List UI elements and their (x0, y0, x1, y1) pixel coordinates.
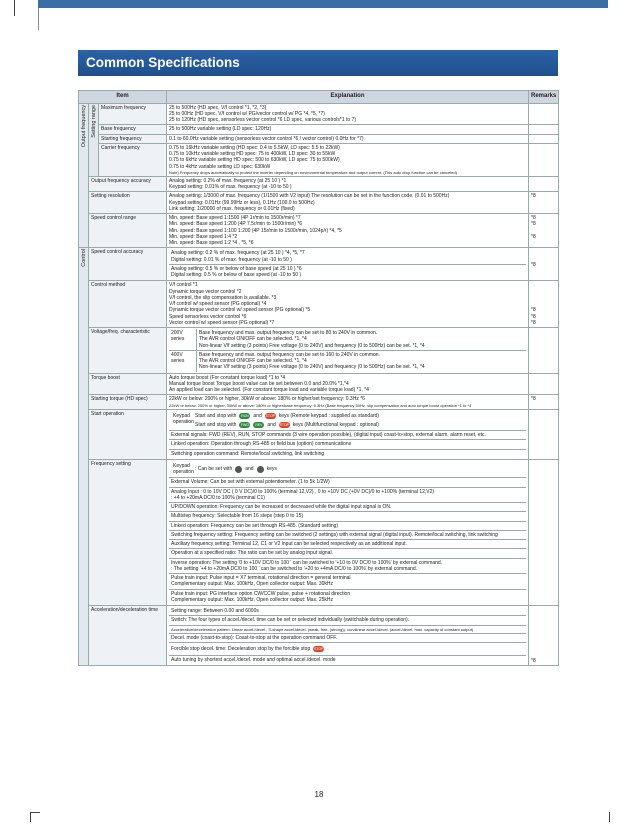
fwd-key-icon: FWD (240, 422, 249, 427)
group-control: Control (79, 248, 89, 666)
remark-cell (529, 373, 559, 395)
remark-cell: *8 (529, 395, 559, 409)
table-row (79, 459, 559, 605)
table-row (79, 176, 559, 192)
keypad-label: Keypad operation (173, 412, 194, 425)
down-key-icon (257, 466, 264, 473)
header-remarks: Remarks (529, 91, 559, 104)
remark-cell (529, 134, 559, 143)
run-key-icon: RUN (241, 413, 249, 418)
top-color-bar (38, 0, 608, 8)
item-accel-decel: Acceleration/deceleration time (89, 606, 167, 666)
table-header-row (79, 91, 559, 104)
stop-key-icon: STOP (314, 646, 324, 651)
up-key-icon (235, 466, 242, 473)
table-row (79, 248, 559, 281)
stop-key-icon: STOP (265, 413, 275, 418)
header-item: Item (79, 91, 167, 104)
table-row (79, 395, 559, 409)
item-base-frequency: Base frequency (99, 125, 167, 134)
starting-frequency-text: 0.1 to 60.0Hz variable setting (sensorless vector control *6 / vector control) 0.0Hz for *7) (167, 134, 529, 143)
header-explanation: Explanation (167, 91, 529, 104)
volt-freq-text: 200V series Base frequency and max. output frequency can be set to 80 to 240V in common. The AVR control ON/OFF can be selected. *1, *4 Non-linear V/f setting (3 points) Free voltage (0 to 240V) and frequency (0 to 500Hz) can be set. *1, *4 400V series Base frequency and max. output frequency can be set to 160 to 240V in common. The AVR control ON/OFF can be selected. *1, *4 Non-linear V/f setting (3 points) Free voltage (0 to 240V) and frequency (0 to 500Hz) can be set. *1, *4 (167, 328, 529, 374)
remark-cell (529, 409, 559, 459)
remark-cell (529, 143, 559, 176)
item-max-frequency: Maximum frequency (99, 103, 167, 125)
page-number: 18 (314, 790, 324, 799)
item-speed-accuracy: Speed control accuracy (89, 248, 167, 281)
table-row (79, 125, 559, 134)
remark-cell (529, 176, 559, 192)
torque-boost-text: Auto torque boost (For constant torque load) *1 to *4 Manual torque boost Torque boost value can be set between 0.0 and 20.0% *1,*4 An applied load can be selected. (For constant torque load and variable torque load) *1, *4 (167, 373, 529, 395)
item-carrier-frequency: Carrier frequency (99, 143, 167, 176)
table-row (79, 409, 559, 459)
accuracy-text: Analog setting: 0.2% of max. frequency (at 25 10 ) *1 Keypad setting: 0.01% of max. frequency (at -10 to 50 ) (167, 176, 529, 192)
item-speed-range: Speed control range (89, 214, 167, 248)
item-volt-freq: Voltage/freq. characteristic (89, 328, 167, 374)
table-row (79, 214, 559, 248)
starting-torque-text: 22kW or below: 200% or higher, 30kW or above: 180% or higher/set frequency: 0.3Hz *6 22kW or below: 200% or higher, 30kW or above: 180% or higher/base frequency: 0.3Hz (Base frequency 50Hz, slip compensation and auto torque boost operation *1 to *4 (167, 395, 529, 409)
remark-cell: *8 *8 *8 (529, 281, 559, 328)
max-frequency-text: 25 to 500Hz (HD spec, V/f control *1, *2, *3) 25 to 00Hz (HD spec, V/f control w/ PG/vector control w/ PG *4, *5, *7) 25 to 120Hz (HD spec, sensorless vector control *6 LD spec, various controls*1 to 7) (167, 103, 529, 125)
crop-mark-top-left (14, 0, 15, 16)
remark-cell: *8 (529, 248, 559, 281)
group-output-frequency: Output frequency (79, 103, 89, 248)
table-row (79, 192, 559, 214)
resolution-text: Analog setting: 1/3000 of max. frequency (1/1500 with V2 input) The resolution can be set in the function code. (0.01 to 500Hz) Keypad setting: 0.01Hz (99.99Hz or less), 0.1Hz (100.0 to 500Hz) Link setting: 1/20000 of max. frequency or 0.01Hz (fixed) (167, 192, 529, 214)
item-control-method: Control method (89, 281, 167, 328)
spec-table (78, 90, 559, 666)
accel-decel-text: Setting range: Between 0.00 and 6000s Switch: The four types of accel./decel. time can be set or selected individually (switchable during operation). Acceleration/deceleration pattern: Linear accel./decel., S-shape accel./decel. (weak, free, (strong)), curvilinear accel./decel. (accel./decel. max. capacity of constant output) Decel. mode (coast-to-stop): Coast-to-stop at the operation command OFF. Forcible stop decel. time: Deceleration stop by the forcible stop STOP . Auto tuning by shortest accel./decel. mode and optimal accel./decel. mode (167, 606, 529, 666)
table-row (79, 373, 559, 395)
remark-cell (529, 328, 559, 374)
table-row (79, 606, 559, 666)
table-row (79, 134, 559, 143)
table-row (79, 328, 559, 374)
item-setting-resolution: Setting resolution (89, 192, 167, 214)
rev-key-icon: REV (255, 422, 263, 427)
start-operation-text: Keypad operation Start and stop with RUN and STOP keys (Remote keypad : supplied as standard) Start and stop with FWD REV and STOP keys (Multifunctional keypad : optional) External signals: FWD (REV), RUN, STOP commands (3 wire operation possible), (digital input) coast-to-stop, external alarm, alarm reset, etc. Linked operation: Operation through RS-485 or field bus (option) communications Switching operation command: Remote/local switching, link switching (167, 409, 529, 459)
table-row (79, 143, 559, 176)
remark-cell (529, 459, 559, 605)
crop-mark-bottom-right (609, 812, 610, 822)
group-setting-range: Setting range (89, 103, 99, 176)
item-torque-boost: Torque boost (89, 373, 167, 395)
item-frequency-setting: Frequency setting (89, 459, 167, 605)
base-frequency-text: 25 to 500Hz variable setting (LD spec: 120Hz) (167, 125, 529, 134)
section-title: Common Specifications (78, 50, 558, 76)
keypad-label: Keypad operation (173, 462, 194, 475)
stop-key-icon: STOP (279, 422, 289, 427)
item-accuracy: Output frequency accuracy (89, 176, 167, 192)
remark-cell (529, 103, 559, 125)
frequency-setting-text: Keypad operation : Can be set with and keys External Volume: Can be set with external potentiometer. (1 to 5k 1/2W) Analog Input : 0 to 10V DC ( 0 V DC)/0 to 100% (terminal 12,V2) , 0 to +10V DC (+0V DC)/0 to +100% (terminal 12,V2) : +4 to +20mA DC/0 to 100% (terminal C1) UP/DOWN operation: Frequency can be increased or decreased while the digital input signal is ON. Multistep frequency: Selectable from 16 steps (step 0 to 15) Linked operation: Frequency can be set through RS-485. (Standard setting) Switching frequency setting: Frequency setting can be switched (2 settings) with external signal (digital input). Remote/local switching, link switching Auxiliary frequency setting: Terminal 12, C1 or V2 input can be selected respectively as an additional input. Operation at a specified ratio: The ratio can be set by analog input signal. Inverse operation: The setting '0 to +10V DC/0 to 100 ' can be switched to '+10 to 0V DC/0 to 100%' by external command. : The setting '+4 to +20mA DC/0 to 100 ' can be switched to '+20 to +4mA DC/0 to 100%' by external command. Pulse train input: Pulse input = X7 terminal, rotational direction = general terminal Complementary output: Max. 100kHz, Open collector output: Max. 30kHz Pulse train input: PG interface option CW/CCW pulse, pulse + rotational direction Complementary output: Max. 100kHz, Open collector output: Max. 25kHz (167, 459, 529, 605)
item-starting-frequency: Starting frequency (99, 134, 167, 143)
speed-range-text: Min. speed: Base speed 1:1500 (4P 1r/min to 1500r/min) *7 Min. speed: Base speed 1:200 (4P 7.5r/min to 1500r/min) *6 Min. speed: Base speed 1:100 1:200 (4P 15r/min to 1500r/min, 1024p/r) *4, *5 Min. speed: Base speed 1:4 *2 Min. speed: Base speed 1:2 *4 , *5, *6 (167, 214, 529, 248)
table-row (79, 103, 559, 125)
control-method-text: V/f control *1 Dynamic torque vector control *2 V/f control, the slip compensation is available. *3 V/f control w/ speed sensor (PG optional) *4 Dynamic torque vector control w/ speed sensor (PG optional) *5 Speed sensorless vector control *6 Vector control w/ speed sensor (PG optional) *7 (167, 281, 529, 328)
crop-mark-bottom-left (30, 812, 40, 822)
remark-cell: *8 (529, 192, 559, 214)
remark-cell (529, 125, 559, 134)
table-row (79, 281, 559, 328)
margin-rule (38, 8, 39, 30)
item-start-operation: Start operation (89, 409, 167, 459)
remark-cell: *8 (529, 606, 559, 666)
carrier-frequency-text: 0.75 to 16kHz variable setting (HD spec: 0.4 to 5.5kW, LD spec: 5.5 to 22kW) 0.75 to 10kHz variable setting HD spec: 75 to 400kW, LD spec: 30 to 55kW 0.75 to 6kHz variable setting HD spec: 500 to 630kW, LD spec: 75 to 500kW) 0.75 to 4kHz variable setting LD spec: 630kW Note) Frequency drops automatically to protect the inverter depending on environmental temperature and output current. (This auto drop function can be canceled) (167, 143, 529, 176)
remark-cell: *8 *8 *8 (529, 214, 559, 248)
item-starting-torque: Starting torque (HD spec) (89, 395, 167, 409)
speed-accuracy-text: Analog setting: 0.2 % of max. frequency (at 25 10 ) *4, *5, *7 Digital setting: 0.01 % of max. frequency (at -10 to 50 ) Analog setting: 0.5 % or below of base speed (at 25 10 ) *6 Digital setting: 0.5 % or below of base speed (at -10 to 50 ) (167, 248, 529, 281)
